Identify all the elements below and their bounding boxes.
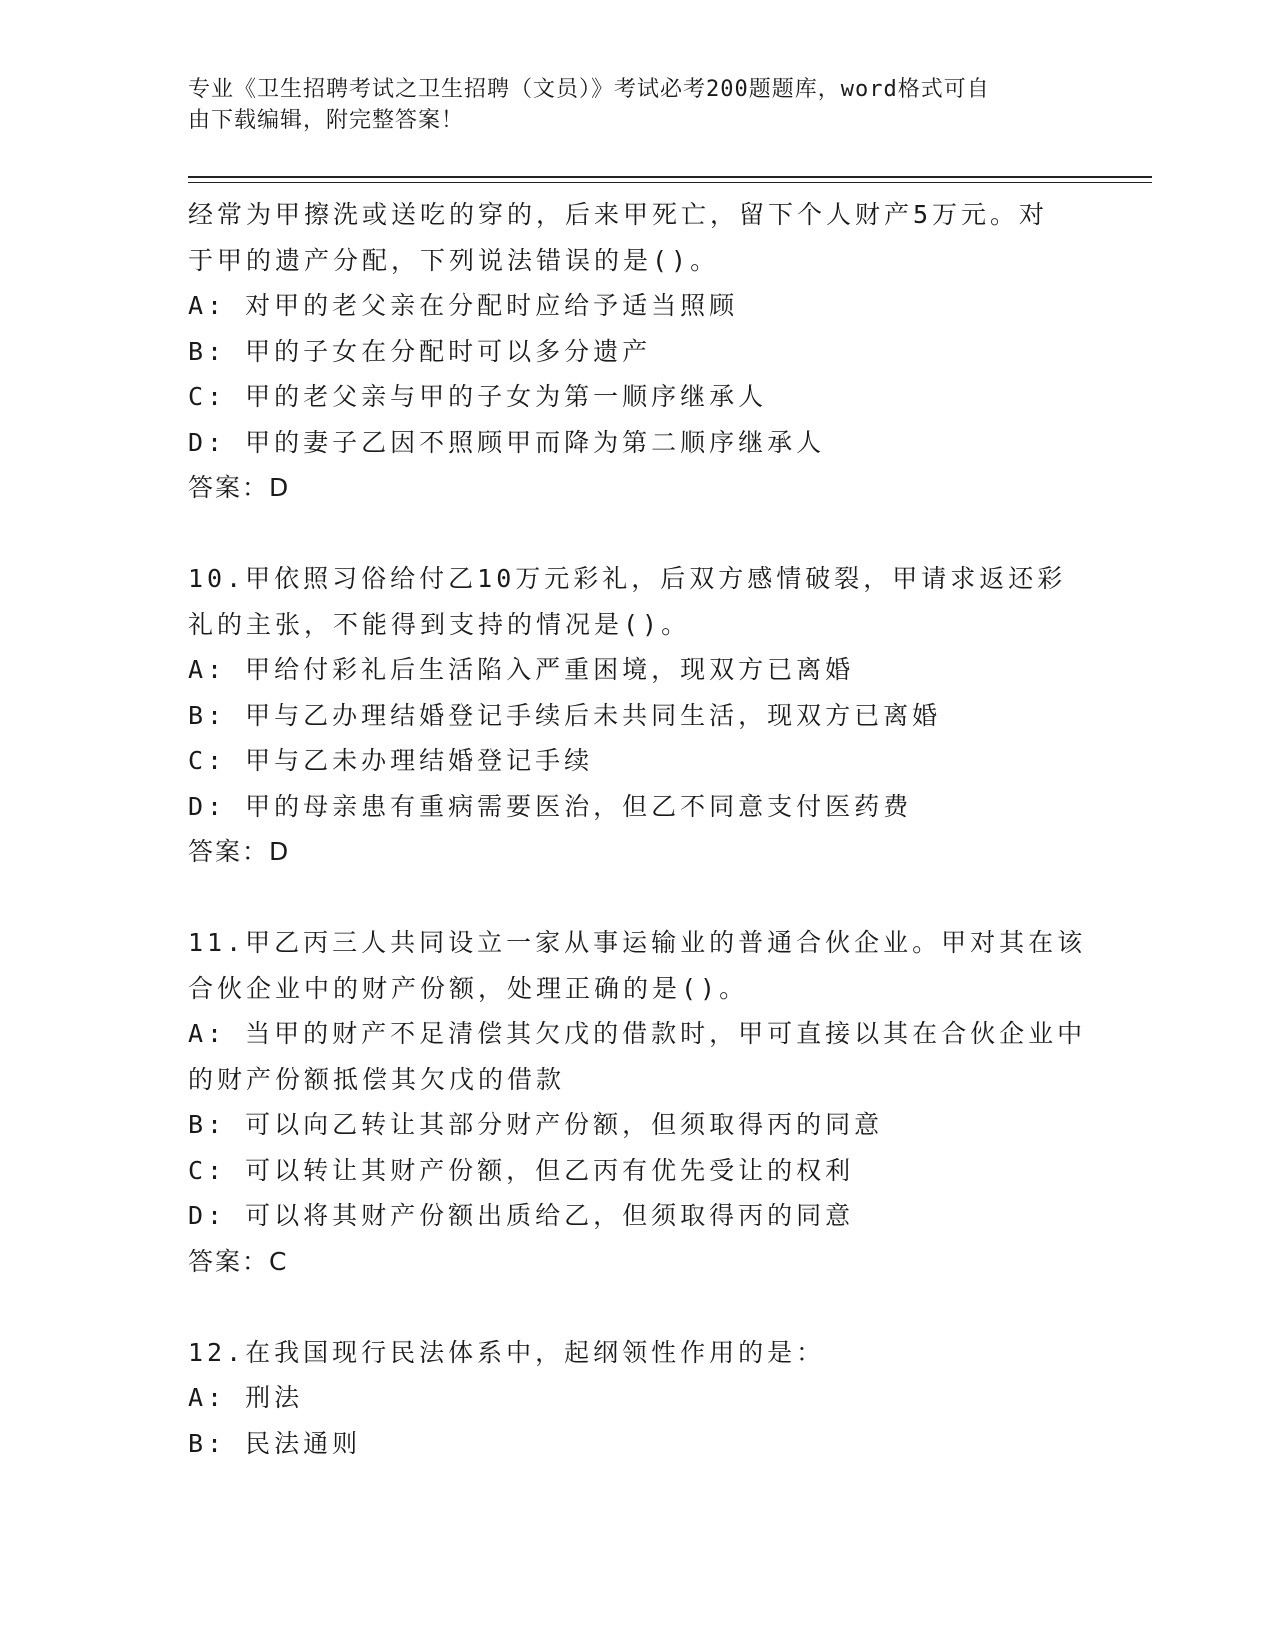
option-b: B: 可以向乙转让其部分财产份额，但须取得丙的同意 — [188, 1110, 884, 1139]
question-12 — [188, 1330, 1078, 1467]
question-stem-line: 合伙企业中的财产份额，处理正确的是()。 — [188, 973, 749, 1003]
option-d: D: 可以将其财产份额出质给乙，但须取得丙的同意 — [188, 1201, 855, 1230]
option-a: A: 甲给付彩礼后生活陷入严重困境，现双方已离婚 — [188, 655, 855, 684]
header-line-1: 专业《卫生招聘考试之卫生招聘（文员）》考试必考200题题库，word格式可自 — [188, 77, 990, 102]
option-b: B: 甲的子女在分配时可以多分遗产 — [188, 336, 652, 366]
question-stem-line: 11.甲乙丙三人共同设立一家从事运输业的普通合伙企业。甲对其在该 — [188, 928, 1087, 957]
option-c: C: 可以转让其财产份额，但乙丙有优先受让的权利 — [188, 1155, 855, 1185]
option-c: C: 甲与乙未办理结婚登记手续 — [188, 746, 594, 775]
option-c: C: 甲的老父亲与甲的子女为第一顺序继承人 — [188, 382, 768, 411]
document-header — [188, 74, 1078, 136]
question-10 — [188, 556, 1078, 875]
question-stem-line: 12.在我国现行民法体系中，起纲领性作用的是： — [188, 1337, 826, 1367]
question-stem-line: 礼的主张，不能得到支持的情况是()。 — [188, 609, 691, 639]
question-9 — [188, 192, 1078, 511]
question-stem-line: 于甲的遗产分配，下列说法错误的是()。 — [188, 245, 720, 275]
answer-line: 答案：D — [188, 473, 291, 502]
header-line-2: 由下载编辑，附完整答案！ — [188, 108, 465, 133]
answer-line: 答案：D — [188, 837, 291, 866]
header-rule-thin — [188, 182, 1152, 183]
header-rule-thick — [188, 176, 1152, 178]
option-b: B: 甲与乙办理结婚登记手续后未共同生活，现双方已离婚 — [188, 700, 942, 730]
question-gap — [188, 1284, 1078, 1330]
option-a: A: 刑法 — [188, 1383, 304, 1412]
question-11 — [188, 920, 1087, 1284]
option-d: D: 甲的妻子乙因不照顾甲而降为第二顺序继承人 — [188, 427, 826, 457]
question-stem-line: 经常为甲擦洗或送吃的穿的，后来甲死亡，留下个人财产5万元。对 — [188, 200, 1049, 229]
option-a: A: 对甲的老父亲在分配时应给予适当照顾 — [188, 291, 739, 320]
answer-line: 答案：C — [188, 1246, 289, 1276]
question-gap — [188, 511, 1078, 557]
question-stem-line: 10.甲依照习俗给付乙10万元彩礼，后双方感情破裂，甲请求返还彩 — [188, 564, 1067, 593]
option-d: D: 甲的母亲患有重病需要医治，但乙不同意支付医药费 — [188, 791, 913, 821]
document-body — [188, 192, 1087, 1466]
option-a-continued: 的财产份额抵偿其欠戊的借款 — [188, 1064, 566, 1094]
option-b: B: 民法通则 — [188, 1428, 362, 1458]
option-a: A: 当甲的财产不足清偿其欠戊的借款时，甲可直接以其在合伙企业中 — [188, 1019, 1087, 1048]
question-gap — [188, 875, 1078, 921]
